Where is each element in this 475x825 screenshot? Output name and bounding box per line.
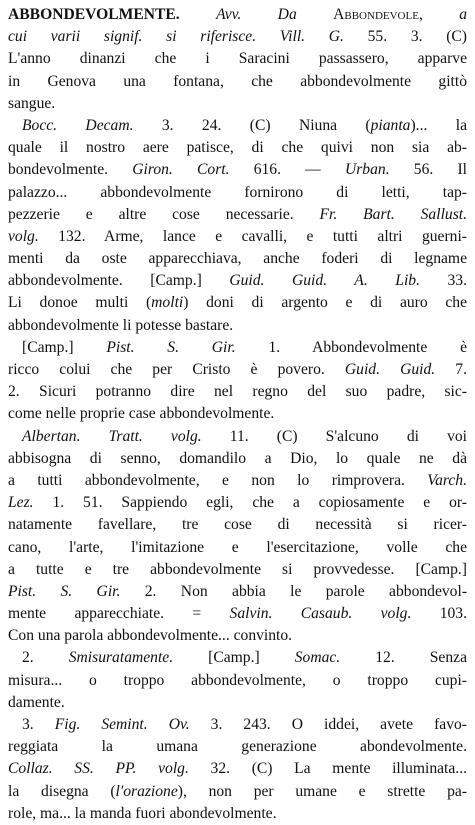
text-run: ABBONDEVOLMENTE. [8,6,180,23]
text-run: quale il nostro aere patisce, di che quivi non sia ab- [8,139,467,157]
text-run: Collaz. SS. PP. volg. [8,760,189,778]
text-line [8,292,467,314]
text-run: cui varii signif. si riferisce. Vill. G. [8,28,344,46]
text-line [8,692,467,714]
text-run: molti [151,294,184,312]
text-line [8,625,467,647]
text-run: [Camp.] [173,649,295,667]
text-run: 2. [22,649,69,667]
text-line [8,470,467,492]
text-run: abbisogna di senno, domandilo a Dio, lo quale ne dà [8,449,467,467]
text-run: Pist. S. Gir. [8,582,121,600]
text-line [8,226,467,248]
text-run: Urban. [344,161,390,179]
text-run: 7. [435,361,467,378]
text-run: sangue. [8,94,56,112]
text-line [8,803,467,825]
text-line [8,248,467,270]
text-line [8,359,467,381]
text-line [8,204,467,226]
text-run: cano, l'arte, l'imitazione e l'esercitazione, volle che [8,538,467,556]
text-line [8,26,467,48]
text-line [8,182,467,204]
text-run: a tutte e tre abbondevolmente si provvedesse. [Camp.] [8,560,467,578]
text-run: 103. [411,605,467,623]
text-run: a tutti abbondevolmente, e non lo rimprovera. [8,471,428,489]
text-run: 2. Sicuri potranno dire nel regno del suo padre, sic- [8,383,467,401]
text-run: 32. (C) La mente illuminata... [188,760,467,778]
text-run: , [418,6,460,23]
text-line [8,603,467,625]
text-run: ), non per umane e strette pa- [177,782,467,800]
text-run: 616. — [229,161,345,179]
text-run: misura... o troppo abbondevolmente, o troppo cupi- [8,671,467,689]
text-run: palazzo... abbondevolmente fornirono di letti, tap- [8,183,467,201]
text-line [8,403,467,425]
text-run: come nelle proprie case abbondevolmente. [8,405,275,423]
text-line [8,537,467,559]
text-run: l'orazione [115,782,178,800]
text-line [8,4,467,26]
text-run: Bocc. Decam. [22,116,134,134]
text-line [8,647,467,669]
text-run: Lez. [8,494,34,512]
text-line [8,559,467,581]
text-line [8,426,467,448]
text-run: Giron. Cort. [132,161,230,179]
text-run: Avv. Da [216,6,334,23]
text-run: )... la [410,116,467,134]
text-run: abbondevolmente li potesse bastare. [8,316,234,334]
text-run: damente. [8,693,65,711]
text-run: 1. Abbondevolmente è [235,338,467,356]
text-run: 3. [22,716,55,733]
text-line [8,758,467,780]
text-run: 1. 51. Sappiendo egli, che a copiosamente e or- [33,494,467,512]
text-line [8,137,467,159]
text-run: Fig. Semint. Ov. [54,716,190,733]
text-run: menti da oste apparecchiava, anche foderi di legname [8,250,467,268]
text-run: 33. [419,272,467,290]
text-run: la disegna ( [8,782,116,800]
text-run: Salvin. Casaub. volg. [229,605,412,623]
text-run: 55. 3. (C) [343,28,467,46]
text-line [8,337,467,359]
text-run: reggiata la umana generazione abondevolmente. [8,738,467,756]
text-run: volg. [8,227,39,245]
text-run: mente apparecchiate. = [8,605,230,623]
text-run: Li donoe multi ( [8,294,152,312]
text-run: Albertan. Tratt. volg. [22,427,202,445]
text-line [8,581,467,603]
text-run: natamente favellare, tre cose di necessità si ricer- [8,516,467,534]
text-line [8,315,467,337]
text-run: [Camp.] [22,338,107,356]
text-run: 2. Non abbia le parole abbondevol- [120,582,467,600]
text-line [8,714,467,736]
text-line [8,270,467,292]
text-line [8,48,467,70]
text-line [8,115,467,137]
text-run: ) doni di argento e di auro che [183,294,467,312]
text-run: Abbondevole [333,6,419,23]
text-line [8,159,467,181]
text-run: ricco colui che per Cristo è povero. [8,361,345,378]
text-run: pianta [370,116,411,134]
text-line [8,514,467,536]
text-run: 56. Il [389,161,467,179]
text-line [8,71,467,93]
text-run: Varch. [427,471,467,489]
text-run: a [459,6,467,23]
text-run: bondevolmente. [8,161,133,179]
text-run: Con una parola abbondevolmente... convinto. [8,627,293,645]
text-run: Somac. [294,649,341,667]
text-run: abbondevolmente. [Camp.] [8,272,230,290]
text-run: Guid. Guid. A. Lib. [229,272,420,290]
text-line [8,448,467,470]
text-run: role, ma... la manda fuori abondevolmente. [8,804,277,822]
text-run: Smisuratamente. [68,649,174,667]
text-run: in Genova una fontana, che abbondevolmente gittò [8,72,467,90]
text-run: 3. 243. O iddei, avete favo- [189,716,467,733]
text-run: 3. 24. (C) Niuna ( [133,116,371,134]
text-line [8,670,467,692]
text-run: Pist. S. Gir. [106,338,236,356]
text-line [8,736,467,758]
text-line [8,381,467,403]
text-run: Guid. Guid. [344,361,436,378]
text-run: L'anno dinanzi che i Saracini passassero, apparve [8,50,467,68]
text-line [8,93,467,115]
text-line [8,492,467,514]
text-run [180,6,216,23]
text-run: 12. Senza [340,649,467,667]
text-run: 132. Arme, lance e cavalli, e tutti altri guerni- [38,227,467,245]
text-run: Fr. Bart. Sallust. [319,205,467,223]
text-line [8,781,467,803]
text-run: pezzerie e altre cose necessarie. [8,205,320,223]
text-run: 11. (C) S'alcuno di voi [201,427,467,445]
